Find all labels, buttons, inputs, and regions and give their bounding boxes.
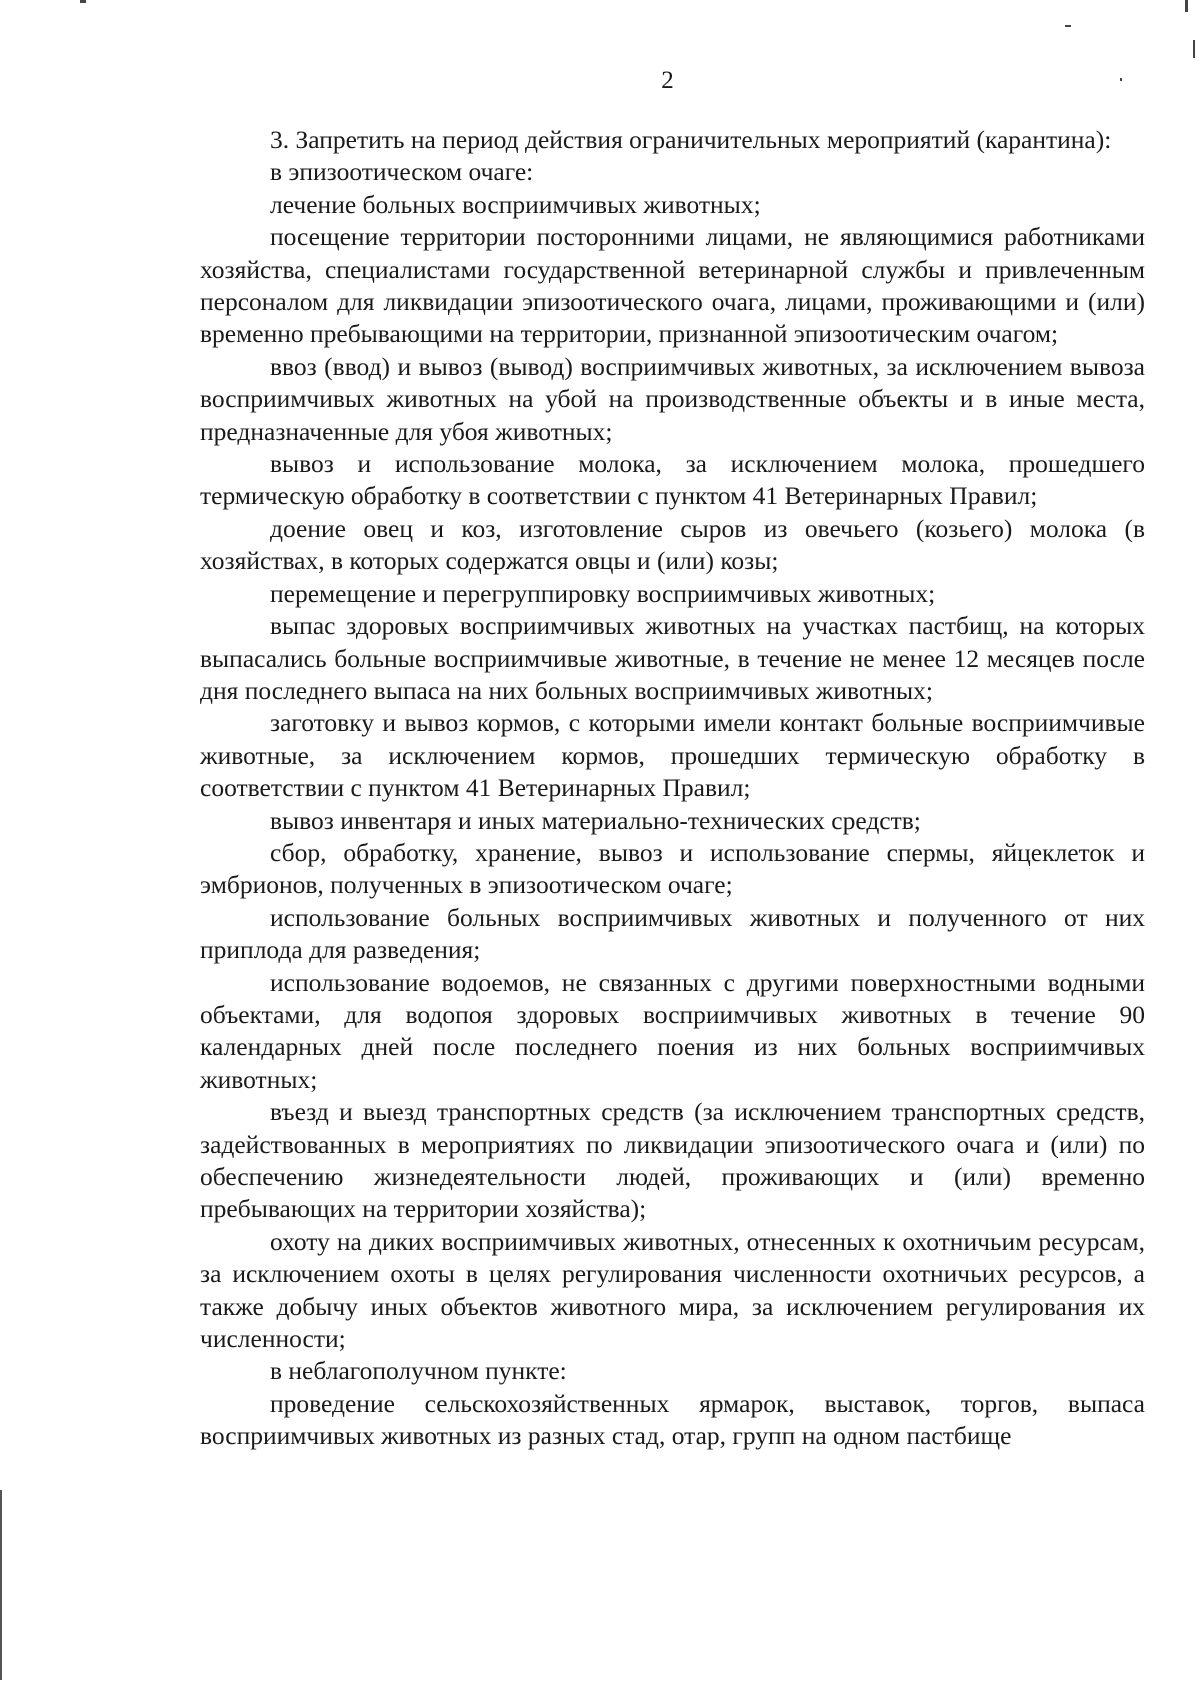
scan-mark bbox=[0, 1490, 2, 1680]
paragraph: проведение сельскохозяйственных ярмарок, выставок, торгов, выпаса восприимчивых животных из разных стад, отар, групп на одном пастбище bbox=[200, 1388, 1145, 1451]
paragraph: заготовку и вывоз кормов, с которыми имели контакт больные восприимчивые животные, за исключением кормов, прошедших термическую обработку в соответствии с пунктом 41 Ветеринарных Правил; bbox=[200, 708, 1145, 803]
paragraph: использование водоемов, не связанных с другими поверхностными водными объектами, для водопоя здоровых восприимчивых животных в течение 90 календарных дней после последнего поения из них больных восприимчивых животных; bbox=[200, 967, 1145, 1094]
page-number: 2 bbox=[661, 67, 674, 94]
paragraph: вывоз и использование молока, за исключением молока, прошедшего термическую обработку в соответствии с пунктом 41 Ветеринарных Правил; bbox=[200, 449, 1145, 511]
scan-mark bbox=[1185, 0, 1188, 12]
paragraph: 3. Запретить на период действия ограничительных мероприятий (карантина): bbox=[270, 125, 1112, 154]
paragraph: использование больных восприимчивых животных и полученного от них приплода для разведения; bbox=[200, 902, 1145, 965]
paragraph: охоту на диких восприимчивых животных, отнесенных к охотничьим ресурсам, за исключением охоты в целях регулирования численности охотничьих ресурсов, а также добычу иных объектов животного мира, за исключением регулирования их численности; bbox=[200, 1226, 1145, 1354]
paragraph: въезд и выезд транспортных средств (за исключением транспортных средств, задействованных в мероприятиях по ликвидации эпизоотического очага и (или) по обеспечению жизнедеятельности людей, проживающих и (или) временно пребывающих на территории хозяйства); bbox=[200, 1097, 1145, 1224]
paragraph: ввоз (ввод) и вывоз (вывод) восприимчивых животных, за исключением вывоза восприимчивых животных на убой на производственные объекты и в иные места, предназначенные для убоя животных; bbox=[200, 351, 1145, 446]
scan-mark bbox=[1120, 78, 1122, 81]
scan-mark bbox=[80, 0, 86, 3]
paragraph: сбор, обработку, хранение, вывоз и использование спермы, яйцеклеток и эмбрионов, полученных в эпизоотическом очаге; bbox=[200, 837, 1145, 900]
paragraph: лечение больных восприимчивых животных; bbox=[270, 189, 761, 219]
document-body bbox=[200, 124, 1145, 1453]
paragraph: перемещение и перегруппировку восприимчивых животных; bbox=[270, 578, 936, 608]
paragraph: вывоз инвентаря и иных материально-технических средств; bbox=[270, 805, 921, 835]
paragraph: доение овец и коз, изготовление сыров из овечьего (козьего) молока (в хозяйствах, в которых содержатся овцы и (или) козы; bbox=[200, 513, 1145, 576]
paragraph: посещение территории посторонними лицами, не являющимися работниками хозяйства, специалистами государственной ветеринарной службы и привлеченным персоналом для ликвидации эпизоотического очага, лицами, проживающими и (или) временно пребывающими на территории, признанной эпизоотическим очагом; bbox=[200, 222, 1145, 349]
scan-mark bbox=[1065, 25, 1071, 27]
scan-mark bbox=[1193, 40, 1195, 58]
paragraph: в неблагополучном пункте: bbox=[270, 1356, 567, 1386]
paragraph: в эпизоотическом очаге: bbox=[270, 157, 534, 187]
paragraph: выпас здоровых восприимчивых животных на участках пастбищ, на которых выпасались больные восприимчивые животные, в течение не менее 12 месяцев после дня последнего выпаса на них больных восприимчивых животных; bbox=[200, 611, 1145, 705]
